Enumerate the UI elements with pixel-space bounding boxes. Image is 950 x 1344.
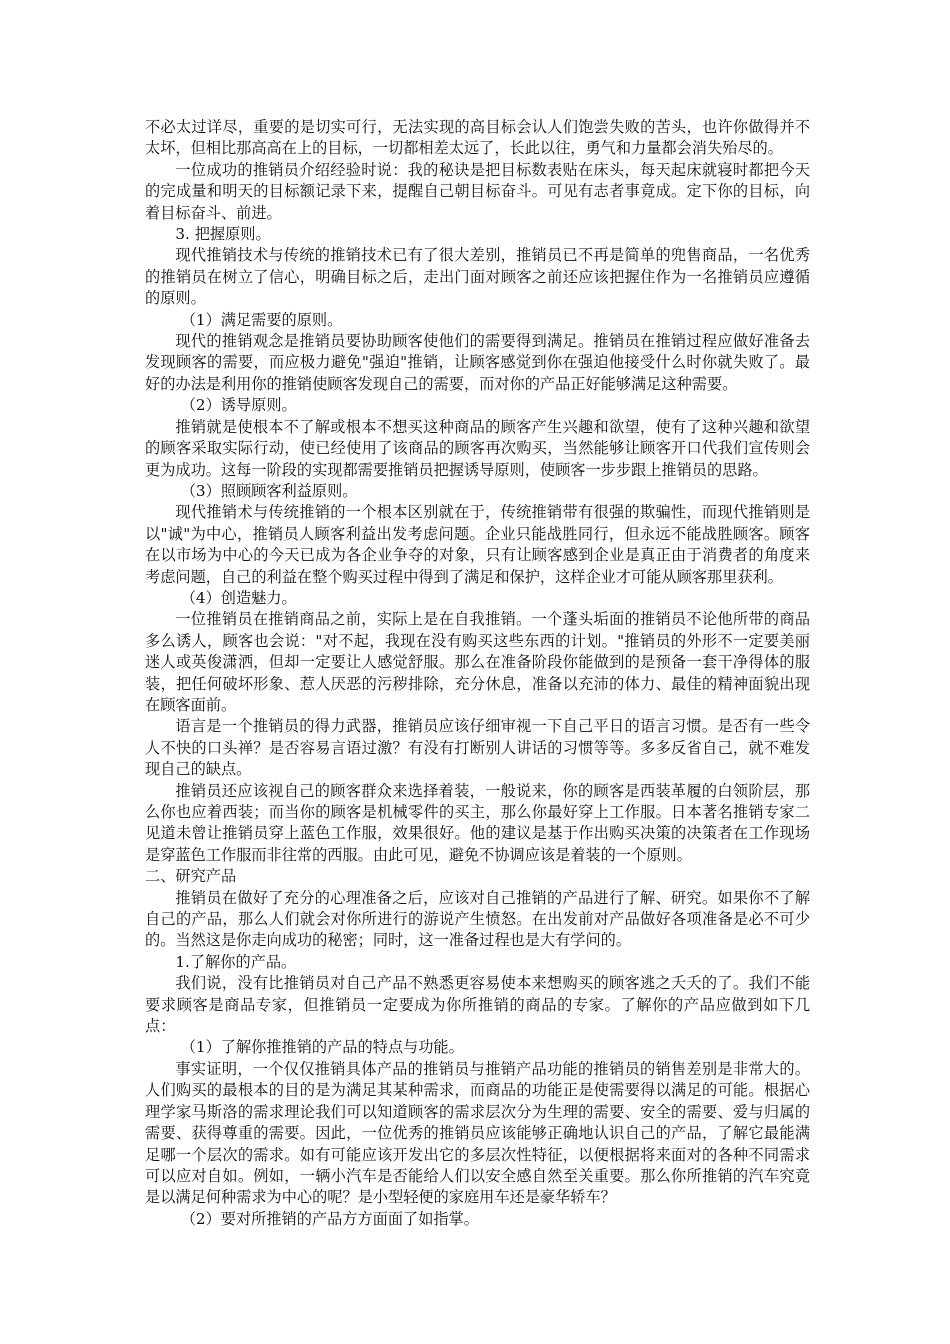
sub-heading: （1）满足需要的原则。	[180, 310, 343, 329]
paragraph: 推销员在做好了充分的心理准备之后，应该对自己推销的产品进行了解、研究。如果你不了解自己的产品，那么人们就会对你所进行的游说产生愤怒。在出发前对产品做好各项准备是必不可少的。当然这是你走向成功的秘密；同时，这一准备过程也是大有学问的。	[145, 888, 810, 950]
paragraph: 语言是一个推销员的得力武器，推销员应该仔细审视一下自己平日的语言习惯。是否有一些令人不快的口头禅？是否容易言语过激？有没有打断别人讲话的习惯等等。多多反省自己，就不难发现自己的缺点。	[145, 717, 810, 779]
paragraph: 推销就是使根本不了解或根本不想买这种商品的顾客产生兴趣和欲望，使有了这种兴趣和欲望的顾客采取实际行动，使已经使用了该商品的顾客再次购买，当然能够让顾客开口代我们宣传则会更为成功。这每一阶段的实现都需要推销员把握诱导原则，使顾客一步步跟上推销员的思路。	[145, 417, 810, 479]
sub-heading: （4）创造魅力。	[180, 588, 297, 607]
paragraph: 不必太过详尽，重要的是切实可行，无法实现的高目标会认人们饱尝失败的苦头，也许你做得并不太坏，但相比那高高在上的目标，一切都相差太远了，长此以往，勇气和力量都会消失殆尽的。	[145, 118, 810, 158]
paragraph: 现代的推销观念是推销员要协助顾客使他们的需要得到满足。推销员在推销过程应做好准备去发现顾客的需要，而应极力避免"强迫"推销，让顾客感觉到你在强迫他接受什么时你就失败了。最好的办法是利用你的推销使顾客发现自己的需要，而对你的产品正好能够满足这种需要。	[145, 332, 810, 393]
paragraph: 推销员还应该视自己的顾客群众来选择着装，一般说来，你的顾客是西装革履的白领阶层，那么你也应着西装；而当你的顾客是机械零件的买主，那么你最好穿上工作服。日本著名推销专家二见道未曾让推销员穿上蓝色工作服，效果很好。他的建议是基于作出购买决策的决策者在工作现场是穿蓝色工作服而非往常的西服。由此可见，避免不协调应该是着装的一个原则。	[145, 781, 810, 864]
paragraph: 一位成功的推销员介绍经验时说：我的秘诀是把目标数表贴在床头，每天起床就寝时都把今天的完成量和明天的目标额记录下来，提醒自己朝目标奋斗。可见有志者事竟成。定下你的目标，向着目标奋斗、前进。	[145, 160, 810, 222]
sub-heading: （1）了解你推推销的产品的特点与功能。	[180, 1038, 464, 1057]
paragraph: 事实证明，一个仅仅推销具体产品的推销员与推销产品功能的推销员的销售差别是非常大的。人们购买的最根本的目的是为满足其某种需求，而商品的功能正是使需要得以满足的可能。根据心理学家马斯洛的需求理论我们可以知道顾客的需求层次分为生理的需要、安全的需要、爱与归属的需要、获得尊重的需要。因此，一位优秀的推销员应该能够正确地认识自己的产品，了解它最能满足哪一个层次的需求。如有可能应该开发出它的多层次性特征，以便根据将来面对的各种不同需求可以应对自如。例如，一辆小汽车是否能给人们以安全感自然至关重要。那么你所推销的汽车究竟是以满足何种需求为中心的呢？是小型轻便的家庭用车还是豪华轿车？	[145, 1059, 810, 1207]
section-heading: 二、研究产品	[145, 867, 237, 886]
document-body	[145, 117, 810, 1230]
sub-heading: （2）要对所推销的产品方方面面了如指掌。	[180, 1209, 479, 1228]
sub-heading: （2）诱导原则。	[180, 396, 297, 415]
paragraph: 我们说，没有比推销员对自己产品不熟悉更容易使本来想购买的顾客逃之夭夭的了。我们不能要求顾客是商品专家，但推销员一定要成为你所推销的商品的专家。了解你的产品应做到如下几点：	[145, 974, 810, 1036]
paragraph: 3. 把握原则。	[175, 225, 271, 244]
paragraph: 现代推销术与传统推销的一个根本区别就在于，传统推销带有很强的欺骗性，而现代推销则是以"诚"为中心，推销员人顾客利益出发考虑问题。企业只能战胜同行，但永远不能战胜顾客。顾客在以市场为中心的今天已成为各企业争夺的对象，只有让顾客感到企业是真正由于消费者的角度来考虑问题，自己的利益在整个购买过程中得到了满足和保护，这样企业才可能从顾客那里获利。	[145, 503, 810, 586]
paragraph: 1.了解你的产品。	[175, 952, 297, 971]
paragraph: 一位推销员在推销商品之前，实际上是在自我推销。一个蓬头垢面的推销员不论他所带的商品多么诱人，顾客也会说："对不起，我现在没有购买这些东西的计划。"推销员的外形不一定要美丽迷人或英俊潇洒，但却一定要让人感觉舒服。那么在准备阶段你能做到的是预备一套干净得体的服装，把任何破坏形象、惹人厌恶的污秽排除，充分休息，准备以充沛的体力、最佳的精神面貌出现在顾客面前。	[145, 610, 810, 714]
sub-heading: （3）照顾顾客利益原则。	[180, 481, 358, 500]
paragraph: 现代推销技术与传统的推销技术已有了很大差别，推销员已不再是简单的兜售商品，一名优秀的推销员在树立了信心，明确目标之后，走出门面对顾客之前还应该把握住作为一名推销员应遵循的原则。	[145, 246, 810, 308]
